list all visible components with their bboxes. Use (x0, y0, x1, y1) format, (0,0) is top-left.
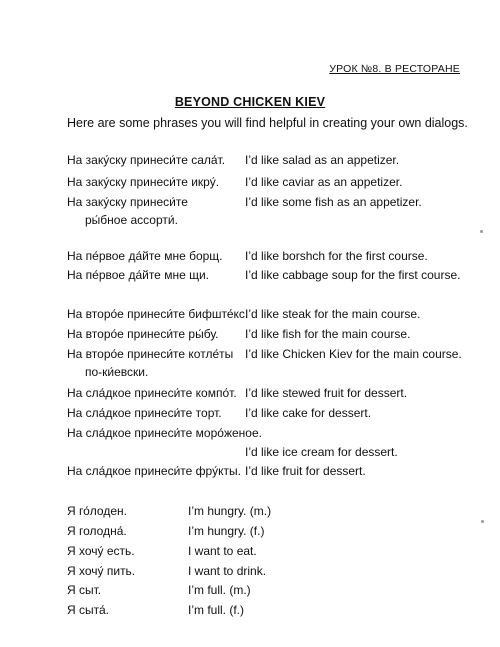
ru-phrase-dessert-icecream: На сла́дкое принеси́те моро́женое. (67, 426, 262, 440)
ru-phrase-main-kiev-cont: по-ки́евски. (85, 365, 149, 379)
scan-artifact-dot (481, 520, 484, 523)
ru-phrase-hungry-m: Я го́лоден. (67, 504, 127, 518)
en-phrase-full-f: I’m full. (f.) (188, 603, 244, 617)
ru-phrase-appetizer-caviar: На заку́ску принеси́те икру́. (67, 175, 220, 189)
scan-artifact-dot (480, 230, 483, 233)
ru-phrase-main-steak: На второ́е принеси́те бифште́кс. (67, 307, 249, 321)
en-phrase-appetizer-caviar: I’d like caviar as an appetizer. (245, 175, 403, 189)
en-phrase-dessert-kompot: I’d like stewed fruit for dessert. (245, 386, 408, 400)
en-phrase-full-m: I’m full. (m.) (188, 583, 251, 597)
en-phrase-dessert-fruit: I’d like fruit for dessert. (245, 464, 366, 478)
ru-phrase-first-shchi: На пе́рвое да́йте мне щи. (67, 268, 209, 282)
en-phrase-hungry-f: I’m hungry. (f.) (188, 524, 265, 538)
ru-phrase-want-drink: Я хочу́ пить. (67, 564, 136, 578)
en-phrase-first-borshch: I’d like borshch for the first course. (245, 249, 428, 263)
en-phrase-appetizer-salad: I’d like salad as an appetizer. (245, 153, 400, 167)
ru-phrase-dessert-cake: На сла́дкое принеси́те торт. (67, 406, 222, 420)
ru-phrase-full-f: Я сыта́. (67, 603, 109, 617)
en-phrase-main-fish: I’d like fish for the main course. (245, 327, 411, 341)
ru-phrase-dessert-kompot: На сла́дкое принеси́те компо́т. (67, 386, 237, 400)
en-phrase-main-steak: I’d like steak for the main course. (245, 307, 421, 321)
page-title: BEYOND CHICKEN KIEV (174, 95, 326, 109)
en-phrase-want-drink: I want to drink. (188, 564, 267, 578)
en-phrase-dessert-icecream: I’d like ice cream for dessert. (245, 445, 398, 459)
ru-phrase-main-fish: На второ́е принеси́те ры́бу. (67, 327, 219, 341)
ru-phrase-appetizer-fish: На заку́ску принеси́те (67, 195, 188, 209)
ru-phrase-main-kiev: На второ́е принеси́те котле́ты (67, 347, 234, 361)
ru-phrase-want-eat: Я хочу́ есть. (67, 544, 135, 558)
ru-phrase-hungry-f: Я голодна́. (67, 524, 127, 538)
en-phrase-want-eat: I want to eat. (188, 544, 257, 558)
ru-phrase-dessert-fruit: На сла́дкое принеси́те фру́кты. (67, 464, 241, 478)
en-phrase-appetizer-fish: I’d like some fish as an appetizer. (245, 195, 422, 209)
intro-text: Here are some phrases you will find helpful in creating your own dialogs. (67, 116, 468, 130)
en-phrase-first-shchi: I’d like cabbage soup for the first course. (245, 268, 461, 282)
ru-phrase-first-borshch: На пе́рвое да́йте мне борщ. (67, 249, 223, 263)
en-phrase-main-kiev: I’d like Chicken Kiev for the main course. (245, 347, 462, 361)
ru-phrase-appetizer-fish-cont: ры́бное ассорти́. (85, 213, 178, 227)
en-phrase-dessert-cake: I’d like cake for dessert. (245, 406, 372, 420)
ru-phrase-full-m: Я сыт. (67, 583, 102, 597)
en-phrase-hungry-m: I’m hungry. (m.) (188, 504, 272, 518)
ru-phrase-appetizer-salad: На заку́ску принеси́те сала́т. (67, 153, 226, 167)
lesson-header: УРОК №8. В РЕСТОРАНЕ (329, 63, 460, 75)
